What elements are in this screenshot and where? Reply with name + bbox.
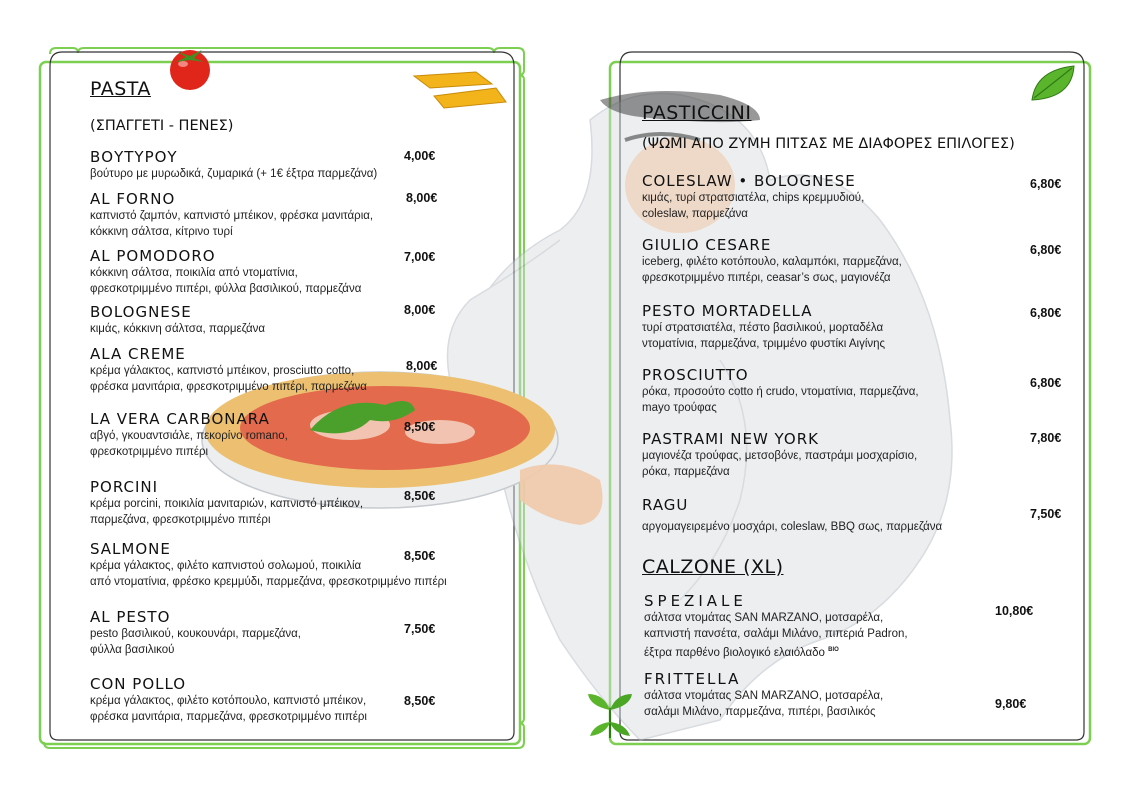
item-name: ΒΟΥΤΥΡΟΥ: [90, 148, 178, 166]
item-name: PORCINI: [90, 478, 159, 496]
pasta-subtitle: (ΣΠΑΓΓΕΤΙ - ΠΕΝΕΣ): [90, 118, 234, 134]
item-desc: κρέμα γάλακτος, φιλέτο καπνιστού σολωμού, ποικιλία: [90, 560, 362, 572]
item-desc: coleslaw, παρμεζάνα: [642, 208, 748, 220]
menu-item-prosciutto: [642, 366, 919, 416]
item-price: 7,50€: [1030, 507, 1062, 521]
menu-item-pastrami-new-york: [642, 430, 917, 480]
item-desc: μαγιονέζα τρούφας, μετσοβόνε, παστράμι μοσχαρίσιο,: [642, 450, 918, 462]
item-price: 6,80€: [1030, 177, 1062, 191]
item-desc: από ντοματίνια, φρέσκο κρεμμύδι, παρμεζάνα, φρεσκοτριμμένο πιπέρι: [90, 576, 447, 588]
item-price: 10,80€: [995, 604, 1034, 618]
basil-sprig-icon: [584, 688, 636, 742]
item-price: 9,80€: [995, 697, 1027, 711]
item-desc: κρέμα γάλακτος, φιλέτο κοτόπουλο, καπνιστό μπέικον,: [90, 695, 367, 707]
menu-item-con-pollo: [90, 675, 367, 725]
item-price: 8,50€: [404, 420, 436, 434]
menu-item-frittella: [644, 670, 883, 720]
item-price: 8,00€: [404, 303, 436, 317]
item-desc: κρέμα γάλακτος, καπνιστό μπέικον, prosciutto cotto,: [90, 365, 355, 377]
menu-item-giulio-cesare: [642, 236, 902, 286]
item-name: SPEZIALE: [644, 592, 747, 610]
pasticcini-section-title: PASTICCINI: [642, 102, 752, 124]
bio-badge: BIO: [828, 647, 839, 653]
item-name: BOLOGNESE: [90, 303, 192, 321]
menu-item-la-vera-carbonara: [90, 410, 288, 460]
item-name: ALA CREME: [90, 345, 186, 363]
menu-item-bolognese: [90, 303, 265, 337]
item-desc: καπνιστό ζαμπόν, καπνιστό μπέικον, φρέσκα μανιτάρια,: [90, 210, 374, 222]
item-price: 8,50€: [404, 489, 436, 503]
item-price: 6,80€: [1030, 306, 1062, 320]
menu-item-ala-creme: [90, 345, 367, 395]
item-name: COLESLAW • BOLOGNESE: [642, 172, 856, 190]
pasta-section-title: PASTA: [90, 78, 151, 100]
item-desc: αργομαγειρεμένο μοσχάρι, coleslaw, BBQ σως, παρμεζάνα: [642, 521, 943, 533]
item-price: 8,00€: [406, 359, 438, 373]
item-desc: σάλτσα ντομάτας SAN MARZANO, μοτσαρέλα,: [644, 690, 884, 702]
item-desc: φρέσκα μανιτάρια, φρεσκοτριμμένο πιπέρι, παρμεζάνα: [90, 381, 367, 393]
item-desc: έξτρα παρθένο βιολογικό ελαιόλαδο $^{BIO}$: [644, 646, 839, 659]
item-name: CON POLLO: [90, 675, 187, 693]
item-name: AL POMODORO: [90, 247, 216, 265]
item-desc: σαλάμι Μιλάνο, παρμεζάνα, πιπέρι, βασιλικός: [644, 706, 876, 718]
menu-item-al-pesto: [90, 608, 301, 658]
menu-item-porcini: [90, 478, 363, 528]
item-desc: mayo τρούφας: [642, 402, 717, 414]
item-name: AL PESTO: [90, 608, 171, 626]
item-price: 7,00€: [404, 250, 436, 264]
item-desc: τυρί στρατσιατέλα, πέστο βασιλικού, μορταδέλα: [642, 322, 884, 334]
item-price: 8,00€: [406, 191, 438, 205]
item-desc: κόκκινη σάλτσα, ποικιλία από ντοματίνια,: [90, 267, 298, 279]
item-price: 6,80€: [1030, 243, 1062, 257]
item-name: RAGU: [642, 496, 689, 514]
item-desc: κιμάς, κόκκινη σάλτσα, παρμεζάνα: [90, 323, 265, 335]
item-desc: pesto βασιλικού, κουκουνάρι, παρμεζάνα,: [90, 628, 301, 640]
item-desc: ρόκα, προσούτο cotto ή crudo, ντοματίνια, παρμεζάνα,: [642, 386, 919, 398]
item-name: FRITTELLA: [644, 670, 741, 688]
item-desc: iceberg, φιλέτο κοτόπουλο, καλαμπόκι, παρμεζάνα,: [642, 256, 902, 268]
item-name: AL FORNO: [90, 190, 176, 208]
item-desc: φρεσκοτριμμένο πιπέρι, ceasar’s σως, μαγιονέζα: [642, 272, 891, 284]
item-name: PROSCIUTTO: [642, 366, 749, 384]
item-name: PESTO MORTADELLA: [642, 302, 813, 320]
item-desc: φρεσκοτριμμένο πιπέρι, φύλλα βασιλικού, παρμεζάνα: [90, 283, 362, 295]
item-desc: βούτυρο με μυρωδικά, ζυμαρικά (+ 1€ έξτρα παρμεζάνα): [90, 168, 378, 180]
item-name: LA VERA CARBONARA: [90, 410, 270, 428]
item-desc: αβγό, γκουαντσιάλε, πεκορίνο romano,: [90, 430, 288, 442]
item-price: 8,50€: [404, 694, 436, 708]
item-desc: κρέμα porcini, ποικιλία μανιταριών, καπνιστό μπέικον,: [90, 498, 364, 510]
pasticcini-subtitle: (ΨΩΜΙ ΑΠΟ ΖΥΜΗ ΠΙΤΣΑΣ ΜΕ ΔΙΑΦΟΡΕΣ ΕΠΙΛΟΓΕΣ): [642, 136, 1015, 152]
menu-item-al-forno: [90, 190, 373, 240]
item-desc: ρόκα, παρμεζάνα: [642, 466, 730, 478]
item-name: GIULIO CESARE: [642, 236, 772, 254]
item-desc: καπνιστή πανσέτα, σαλάμι Μιλάνο, πιπεριά Padron,: [644, 628, 908, 640]
menu-item-salmone: [90, 540, 447, 590]
item-desc: φρεσκοτριμμένο πιπέρι: [90, 446, 209, 458]
item-name: PASTRAMI NEW YORK: [642, 430, 819, 448]
menu-item-al-pomodoro: [90, 247, 361, 297]
item-desc: φύλλα βασιλικού: [90, 644, 175, 656]
item-desc: φρέσκα μανιτάρια, παρμεζάνα, φρεσκοτριμμένο πιπέρι: [90, 711, 367, 723]
item-price: 4,00€: [404, 149, 436, 163]
item-price: 7,80€: [1030, 431, 1062, 445]
item-price: 7,50€: [404, 622, 436, 636]
item-desc: ντοματίνια, παρμεζάνα, τριμμένο φυστίκι Αιγίνης: [642, 338, 886, 350]
item-price: 8,50€: [404, 549, 436, 563]
menu-item-coleslaw-bolognese: [642, 172, 864, 222]
item-desc: κόκκινη σάλτσα, κίτρινο τυρί: [90, 226, 233, 238]
penne-pasta-icon: [410, 70, 510, 112]
item-desc: σάλτσα ντομάτας SAN MARZANO, μοτσαρέλα,: [644, 612, 884, 624]
menu-item-pesto-mortadella: [642, 302, 885, 352]
menu-item-speziale: [644, 592, 908, 661]
menu-item-ragu: [642, 496, 942, 535]
tomato-icon: [164, 40, 216, 92]
calzone-section-title: CALZONE (XL): [642, 556, 784, 578]
basil-leaf-icon: [1028, 62, 1078, 106]
item-name: SALMONE: [90, 540, 171, 558]
item-desc: κιμάς, τυρί στρατσιατέλα, chips κρεμμυδιού,: [642, 192, 865, 204]
item-price: 6,80€: [1030, 376, 1062, 390]
item-desc: παρμεζάνα, φρεσκοτριμμένο πιπέρι: [90, 514, 271, 526]
menu-item-vouturou: [90, 148, 377, 182]
